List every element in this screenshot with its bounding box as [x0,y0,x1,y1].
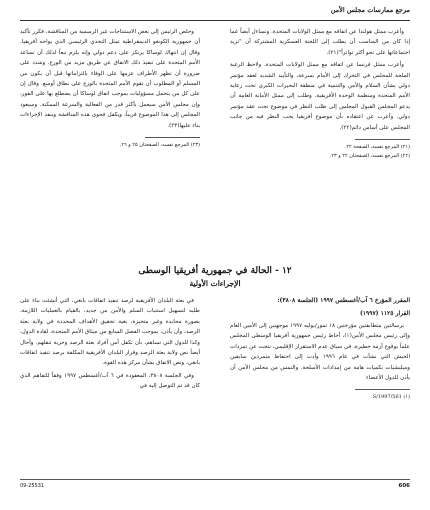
paragraph: في بعثة البلدان الأفريقية لرصد تنفيذ اتفاقات بانغي، التي أنشئت بناء على طلبه لتسهيل استتباب السلم والأمن من جديد، بالقيام بالعمليات اللازمة، بصورة محايدة وغير متحيزة، بغية تحقيق الأهداف المحددة في ولاية بعثة الرصد، وأن يأذن، بموجب الفصل السابع من ميثاق الأمم المتحدة، لقادة الدول، وكذا للدول التي تساهم، بأن تكفل أمن أفراد بعثة الرصد وحرية تنقلهم. وأحال أيضاً نص ولاية بعثة الرصد وقرار البلدان الأفريقية المكلفة برصد تنفيذ اتفاقات بانغي، ونص الاتفاق بشأن مركز هذه القوة. [20,298,200,367]
paragraph: وأعرب ممثل هولندا عن اتفاقه مع ممثل الولايات المتحدة. وتساءل أيضاً عما إذا كان من المناسب أن يطلب إلى اللجنة العسكرية المشتركة أن "تزيد اجتماعاتها على نحو أكثر تواتراً"(٢١). [230,29,410,56]
paragraph: وأعرب ممثل فرنسا عن اتفاقه مع ممثل الولايات المتحدة. ولاحظ الرغبة الملحة للمجلس في التحرك إلى الأمام بسرعة، والتأييد الشديد لعقد مؤتمر دولي بشأن السلام والأمن والتنمية في منطقة البحيرات الكبرى تحت رعاية الأمم المتحدة ومنظمة الوحدة الأفريقية. وطلب إلى ممثل الأمانة العامة أن يدعو المجلس القبول المجلس إلى طلب النظر في موضوع تحت عقد مؤتمر دولي. وأعرب عن اعتقاده بأن موضوع أفريقيا يجب النظر فيه من جانب المجلس على أساس دائم(٢٢). [230,62,410,131]
resolution-heading: القرار ١١٢٥ (١٩٩٧) [359,309,410,317]
footnote: (٢٢) المرجع نفسه، الصفحتان ٢٢ و ٢٣. [329,152,410,159]
top-right-column [230,27,410,160]
footnote: (٢١) المرجع نفسه، الصفحة ٢٢. [344,144,410,151]
section-heading [20,264,410,290]
paragraph: وفي الجلسة ٣٨٠٨، المعقودة في ٦ آب/أغسطس ١٩٩٧ وفقاً للتفاهم الذي كان قد تم التوصل إليه في [20,372,200,390]
paragraph: برسالتين متطابقتين مؤرختين ١٨ تموز/يوليه ١٩٩٧ موجهتين إلى الأمين العام وإلى رئيس مجلس الأمن(١)، أحاط رئيس جمهورية أفريقيا الوسطى المجلس علماً بوقوع أزمة خطيرة، في سياق عدم الاستقرار الإقليمي، نتجت عن تمردات الجيش التي نشأت في عام ١٩٩٦ وأدت إلى احتفاظ متمردين سابقين وميليشيات بكميات هامة من إمدادات الأسلحة. والتمس من مجلس الأمن أن يأذن للدول الأعضاء [230,323,410,382]
footnote-rule [145,137,200,138]
document-code: 09-25531 [20,483,45,489]
bottom-left-column [20,296,200,394]
section-subtitle: الإجراءات الأولية [189,279,241,288]
section-title: ١٢ - الحالة في جمهورية أفريقيا الوسطى [138,266,292,276]
page-number: 606 [398,483,410,489]
header-rule [20,20,410,21]
decision-heading: المقرر المؤرخ ٦ آب/أغسطس ١٩٩٧ (الجلسة ٣٨٠٨): [277,297,410,304]
footnote: (١) S/1997/561. [371,394,410,401]
footer-rule [20,479,410,480]
top-left-column [20,27,200,150]
running-header: مرجع ممارسات مجلس الأمن [330,6,410,14]
footnote-rule [355,139,410,140]
footnote-rule [355,389,410,390]
paragraph: وحلص الرئيس إلى بعض الاستنتاجات غير الرسمية من المناقشة، فكرر تأكيد أن جمهورية الكونغو الديمقراطية تمثل التحدي الرئيسي الذي يواجه أفريقيا. وقال إن انتهاك لوساكا يرتكز على دعم دولي وإنه يلزم تبعاً لذلك أن تساعد الأمم المتحدة على تنفيذ ذلك الاتفاق عن طريق مزيد من الوزع. وشدد على ضرورة أن تظهر الأطراف عزمها على الوفاء بالتزاماتها قبل أن يكون من المسلم أو المطلوب أن تقوم الأمم المتحدة بالوزع على نطاق أوسع. وقال إن على كل من يتحمل مسؤوليات بموجب اتفاق لوساكا أن يضطلع بها على الفور، وإن مجلس الأمن سيعمل بأكثر قدر من الفعالية والسرعة الممكنة. وسيعود المجلس إلى هذا الموضوع قريباً، ويكفل فحوى هذه المناقشة وينفذ الإجراءات بناء عليها(٢٣). [20,29,200,129]
footnote: (٢٣) المرجع نفسه، الصفحتان ٢٥ و ٢٦. [119,142,200,149]
page-footer [20,483,410,493]
bottom-right-column [230,296,410,402]
